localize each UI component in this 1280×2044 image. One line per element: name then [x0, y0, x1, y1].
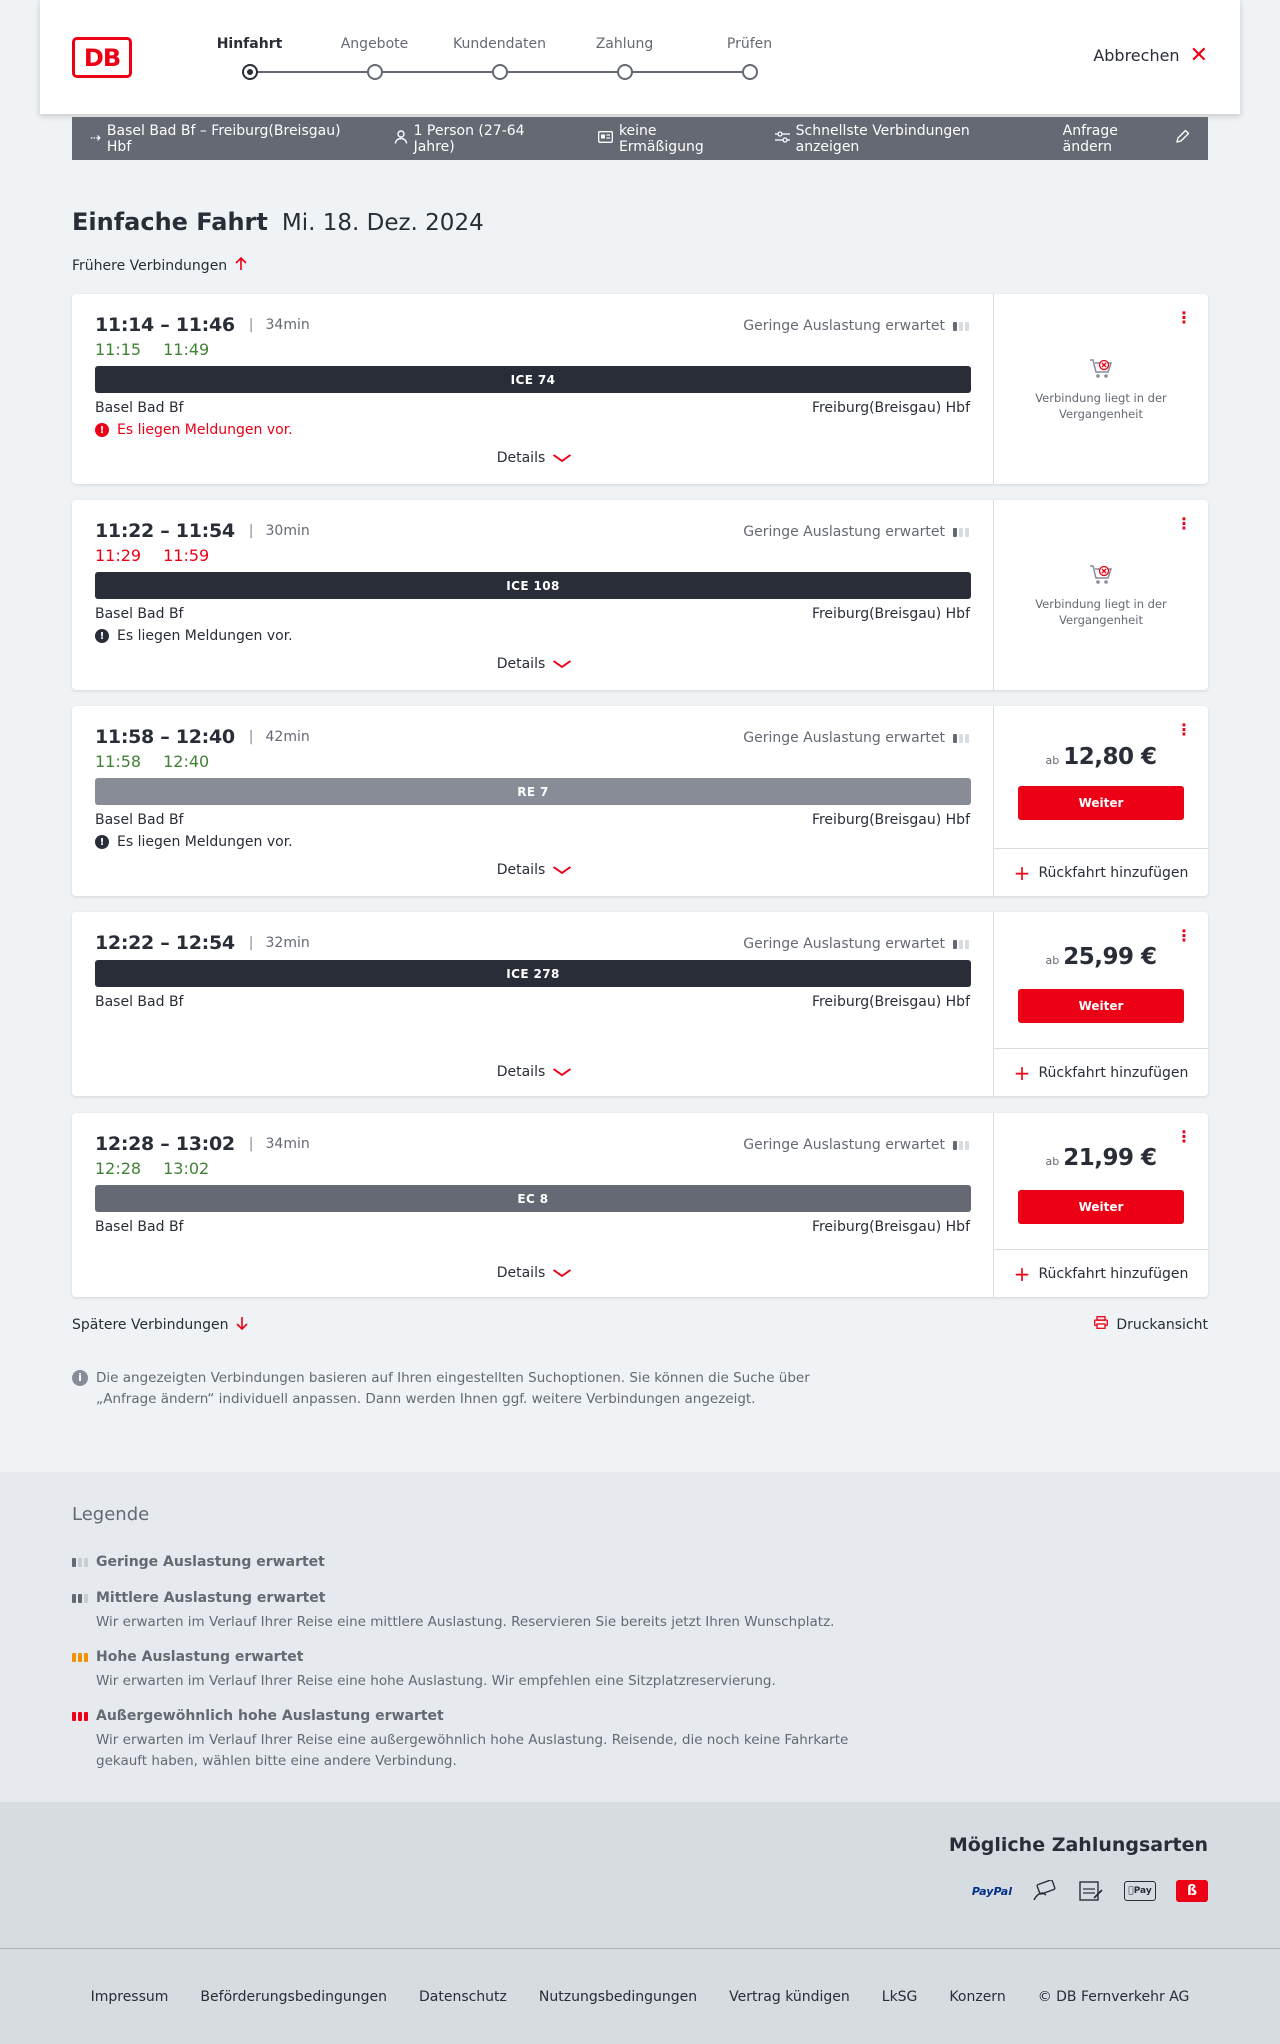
add-return-button[interactable] — [994, 1249, 1208, 1297]
connection-times — [95, 1133, 310, 1155]
continue-button[interactable]: Weiter — [1018, 786, 1184, 820]
scheduled-times: 12:28 – 13:02 — [95, 1133, 235, 1155]
step-dot-icon — [367, 64, 383, 80]
legend-section — [0, 1472, 1280, 1802]
occupancy-low-icon — [953, 940, 969, 949]
occupancy-info[interactable] — [743, 318, 969, 334]
scheduled-times: 11:22 – 11:54 — [95, 520, 235, 542]
past-text: Verbindung liegt in der Vergangenheit — [1035, 597, 1167, 627]
realtime-departure: 11:58 — [95, 752, 142, 771]
payment-icons — [972, 1880, 1208, 1902]
origin-station: Basel Bad Bf — [95, 400, 184, 416]
past-connection-notice — [994, 562, 1208, 628]
connection-times — [95, 932, 310, 954]
chevron-down-icon — [552, 450, 572, 466]
credit-card-hand-icon — [1032, 1880, 1058, 1902]
offer-panel — [994, 912, 1208, 1096]
footer-link-lksg[interactable]: LkSG — [881, 1988, 918, 2005]
scheduled-times: 11:58 – 12:40 — [95, 726, 235, 748]
connection-times — [95, 726, 310, 748]
occupancy-info[interactable] — [743, 1137, 969, 1153]
connection-times — [95, 520, 310, 542]
occupancy-info[interactable] — [743, 936, 969, 952]
price-amount: 12,80 € — [1063, 744, 1157, 770]
step-dot-icon — [492, 64, 508, 80]
fastest-connections-toggle[interactable] — [775, 123, 1029, 155]
search-info-note — [72, 1368, 852, 1410]
plus-icon: + — [1013, 860, 1031, 885]
occupancy-text: Geringe Auslastung erwartet — [743, 524, 945, 540]
offer-panel — [994, 1113, 1208, 1297]
discount-summary — [598, 123, 741, 155]
exclamation-icon: ! — [95, 629, 109, 643]
add-return-button[interactable] — [994, 1048, 1208, 1096]
plus-icon: + — [1013, 1060, 1031, 1085]
occupancy-low-icon — [953, 322, 969, 331]
filter-sliders-icon — [775, 131, 790, 147]
add-return-label: Rückfahrt hinzufügen — [1038, 1265, 1189, 1282]
details-label: Details — [496, 1265, 546, 1281]
destination-station: Freiburg(Breisgau) Hbf — [811, 606, 970, 622]
legend-item — [72, 1708, 872, 1772]
realtime-times — [95, 546, 209, 565]
pencil-icon — [1175, 129, 1190, 148]
details-label: Details — [496, 656, 546, 672]
occupancy-low-icon — [72, 1558, 88, 1567]
price-amount: 25,99 € — [1063, 944, 1157, 970]
step-hinfahrt[interactable] — [187, 34, 312, 80]
train-bar[interactable]: ICE 278 — [95, 960, 971, 987]
apple-pay-icon: Pay — [1124, 1881, 1156, 1901]
printer-icon — [1094, 1316, 1108, 1333]
separator: | — [248, 935, 254, 951]
footer-link-befoerderungsbedingungen[interactable]: Beförderungsbedingungen — [200, 1988, 387, 2005]
legend-item-title: Mittlere Auslastung erwartet — [96, 1590, 326, 1606]
chevron-down-icon — [552, 862, 572, 878]
info-text: Die angezeigten Verbindungen basieren auf Ihren eingestellten Suchoptionen. Sie können die Suche über „Anfrage ändern“ individuell anpassen. Dann werden Ihnen ggf. weitere Verbindungen angezeigt. — [96, 1370, 810, 1407]
search-summary-bar — [72, 117, 1208, 160]
add-return-label: Rückfahrt hinzufügen — [1038, 864, 1189, 881]
separator: | — [248, 729, 254, 745]
occupancy-high-icon — [72, 1653, 88, 1662]
more-options-icon[interactable]: ⋮ — [1176, 720, 1192, 739]
step-label: Angebote — [340, 36, 409, 52]
continue-button[interactable]: Weiter — [1018, 1190, 1184, 1224]
legend-item-title: Geringe Auslastung erwartet — [96, 1554, 325, 1570]
exclamation-icon: ! — [95, 423, 109, 437]
trip-date: Mi. 18. Dez. 2024 — [281, 210, 484, 236]
chevron-down-icon — [552, 1064, 572, 1080]
arrow-up-icon — [235, 256, 247, 275]
origin-station: Basel Bad Bf — [95, 1219, 184, 1235]
occupancy-text: Geringe Auslastung erwartet — [743, 318, 945, 334]
realtime-arrival: 13:02 — [163, 1159, 210, 1178]
realtime-times — [95, 340, 209, 359]
cart-disabled-icon — [994, 356, 1208, 382]
connection-main[interactable] — [72, 1113, 994, 1297]
route-summary — [90, 123, 360, 155]
step-dot-icon — [617, 64, 633, 80]
destination-station: Freiburg(Breisgau) Hbf — [811, 400, 970, 416]
train-bar[interactable]: EC 8 — [95, 1185, 971, 1212]
realtime-arrival: 11:49 — [163, 340, 210, 359]
offer-panel — [994, 500, 1208, 690]
more-options-icon[interactable]: ⋮ — [1176, 308, 1192, 327]
legend-item — [72, 1554, 872, 1570]
page-title — [72, 208, 484, 236]
occupancy-low-icon — [953, 734, 969, 743]
header — [40, 0, 1240, 114]
footer-link-nutzungsbedingungen[interactable]: Nutzungsbedingungen — [538, 1988, 698, 2005]
realtime-times — [95, 1159, 209, 1178]
step-angebote — [312, 34, 437, 80]
plus-icon: + — [1013, 1261, 1031, 1286]
print-label: Druckansicht — [1116, 1316, 1208, 1333]
price — [994, 944, 1208, 970]
details-toggle[interactable] — [72, 1265, 994, 1281]
legend-item-description: Wir erwarten im Verlauf Ihrer Reise eine außergewöhnlich hohe Auslastung. Reisende, die noch keine Fahrkarte gekauft haben, wählen bitte eine andere Verbindung. — [96, 1732, 849, 1769]
later-label: Spätere Verbindungen — [72, 1317, 229, 1333]
duration: 34min — [265, 317, 310, 333]
trip-type-title: Einfache Fahrt — [72, 208, 268, 236]
legend-item-title: Außergewöhnlich hohe Auslastung erwartet — [96, 1708, 444, 1724]
connection-times — [95, 314, 310, 336]
connection-card — [72, 500, 1208, 690]
connection-main[interactable] — [72, 500, 994, 690]
later-connections-link[interactable] — [72, 1316, 248, 1334]
legend-item — [72, 1649, 872, 1692]
separator: | — [248, 317, 254, 333]
scheduled-times: 12:22 – 12:54 — [95, 932, 235, 954]
separator: | — [248, 523, 254, 539]
offer-panel — [994, 706, 1208, 896]
route-text: Basel Bad Bf – Freiburg(Breisgau) Hbf — [106, 122, 341, 155]
payment-title: Mögliche Zahlungsarten — [948, 1834, 1208, 1856]
db-logo[interactable]: DB — [72, 37, 132, 78]
details-toggle[interactable] — [72, 656, 994, 672]
occupancy-low-icon — [953, 528, 969, 537]
details-label: Details — [496, 862, 546, 878]
step-dot-active-icon — [242, 64, 258, 80]
legend-item-description: Wir erwarten im Verlauf Ihrer Reise eine hohe Auslastung. Wir empfehlen eine Sitzplatzreservierung. — [96, 1673, 776, 1689]
price — [994, 744, 1208, 770]
occupancy-text: Geringe Auslastung erwartet — [743, 1137, 945, 1153]
details-toggle[interactable] — [72, 1064, 994, 1080]
connection-main[interactable] — [72, 912, 994, 1096]
duration: 30min — [265, 523, 310, 539]
destination-station: Freiburg(Breisgau) Hbf — [811, 1219, 970, 1235]
add-return-button[interactable] — [994, 848, 1208, 896]
passenger-summary — [394, 123, 564, 155]
person-icon — [394, 130, 408, 148]
occupancy-text: Geringe Auslastung erwartet — [743, 730, 945, 746]
message-text: Es liegen Meldungen vor. — [117, 422, 293, 438]
destination-station: Freiburg(Breisgau) Hbf — [811, 994, 970, 1010]
legend-item-description: Wir erwarten im Verlauf Ihrer Reise eine mittlere Auslastung. Reservieren Sie bereits jetzt Ihren Wunschplatz. — [96, 1614, 835, 1630]
origin-station: Basel Bad Bf — [95, 812, 184, 828]
connection-main[interactable] — [72, 294, 994, 484]
passenger-text: 1 Person (27-64 Jahre) — [413, 122, 525, 155]
details-toggle[interactable] — [72, 450, 994, 466]
close-icon: ✕ — [1189, 42, 1208, 68]
step-label: Hinfahrt — [216, 36, 283, 52]
step-label: Kundendaten — [452, 36, 547, 52]
cancel-button[interactable] — [1093, 42, 1208, 68]
occupancy-text: Geringe Auslastung erwartet — [743, 936, 945, 952]
step-zahlung — [562, 34, 687, 80]
origin-station: Basel Bad Bf — [95, 606, 184, 622]
offer-panel — [994, 294, 1208, 484]
step-label: Prüfen — [726, 36, 773, 52]
paypal-icon: PayPal — [971, 1884, 1012, 1898]
add-return-label: Rückfahrt hinzufügen — [1038, 1064, 1189, 1081]
realtime-arrival: 11:59 — [163, 546, 210, 565]
occupancy-info[interactable] — [743, 524, 969, 540]
payment-methods-section — [0, 1802, 1280, 1948]
message-notice[interactable] — [95, 422, 293, 438]
continue-button[interactable]: Weiter — [1018, 989, 1184, 1023]
connection-card — [72, 912, 1208, 1096]
legend-item-title: Hohe Auslastung erwartet — [96, 1649, 304, 1665]
more-options-icon[interactable]: ⋮ — [1176, 1127, 1192, 1146]
cart-disabled-icon — [994, 562, 1208, 588]
origin-station: Basel Bad Bf — [95, 994, 184, 1010]
occupancy-medium-icon — [72, 1594, 88, 1603]
more-options-icon[interactable]: ⋮ — [1176, 926, 1192, 945]
exclamation-icon: ! — [95, 835, 109, 849]
discount-text: keine Ermäßigung — [618, 122, 704, 155]
price-prefix: ab — [1045, 1155, 1060, 1168]
chevron-down-icon — [552, 656, 572, 672]
chevron-down-icon — [552, 1265, 572, 1281]
sepa-icon — [1078, 1880, 1104, 1902]
footer-link-datenschutz[interactable]: Datenschutz — [418, 1988, 507, 2005]
train-bar[interactable]: ICE 74 — [95, 366, 971, 393]
price-amount: 21,99 € — [1063, 1145, 1157, 1171]
realtime-departure: 12:28 — [95, 1159, 142, 1178]
step-kundendaten — [437, 34, 562, 80]
scheduled-times: 11:14 – 11:46 — [95, 314, 235, 336]
earlier-label: Frühere Verbindungen — [72, 257, 228, 274]
edit-request-button[interactable] — [1063, 123, 1190, 155]
connection-card — [72, 294, 1208, 484]
occupancy-low-icon — [953, 1141, 969, 1150]
details-label: Details — [496, 450, 546, 466]
price-prefix: ab — [1045, 954, 1060, 967]
cancel-label: Abbrechen — [1093, 46, 1180, 65]
step-dot-icon — [742, 64, 758, 80]
print-view-link[interactable] — [1094, 1316, 1208, 1333]
connection-card — [72, 706, 1208, 896]
connection-card — [72, 1113, 1208, 1297]
db-pay-icon: ß — [1176, 1880, 1208, 1902]
details-label: Details — [496, 1064, 546, 1080]
destination-station: Freiburg(Breisgau) Hbf — [811, 812, 970, 828]
train-bar[interactable]: ICE 108 — [95, 572, 971, 599]
realtime-arrival: 12:40 — [163, 752, 210, 771]
card-icon — [598, 131, 613, 147]
step-label: Zahlung — [595, 36, 654, 52]
more-options-icon[interactable]: ⋮ — [1176, 514, 1192, 533]
arrow-down-icon — [236, 1316, 248, 1334]
route-arrow-icon: ⇢ — [90, 131, 101, 146]
footer-link-vertrag-kuendigen[interactable]: Vertrag kündigen — [729, 1988, 850, 2005]
separator: | — [248, 1136, 254, 1152]
occupancy-info[interactable] — [743, 730, 969, 746]
message-notice[interactable] — [95, 834, 293, 850]
duration: 42min — [265, 729, 310, 745]
info-icon: i — [72, 1370, 88, 1386]
realtime-times — [95, 752, 209, 771]
details-toggle[interactable] — [72, 862, 994, 878]
legend-title: Legende — [72, 1504, 150, 1525]
footer-copyright: © DB Fernverkehr AG — [1037, 1988, 1190, 2005]
progress-steps — [170, 34, 773, 84]
fastest-text: Schnellste Verbindungen anzeigen — [795, 122, 970, 155]
message-text: Es liegen Meldungen vor. — [117, 834, 293, 850]
duration: 34min — [265, 1136, 310, 1152]
message-notice[interactable] — [95, 628, 293, 644]
footer-link-impressum[interactable]: Impressum — [90, 1988, 169, 2005]
step-pruefen — [687, 34, 812, 80]
duration: 32min — [265, 935, 310, 951]
footer-link-konzern[interactable]: Konzern — [949, 1988, 1006, 2005]
train-bar[interactable]: RE 7 — [95, 778, 971, 805]
legend-item — [72, 1590, 872, 1633]
price — [994, 1145, 1208, 1171]
footer — [0, 1948, 1280, 2044]
realtime-departure: 11:15 — [95, 340, 142, 359]
connection-main[interactable] — [72, 706, 994, 896]
price-prefix: ab — [1045, 754, 1060, 767]
occupancy-exceptional-icon — [72, 1712, 88, 1721]
past-text: Verbindung liegt in der Vergangenheit — [1035, 391, 1167, 421]
past-connection-notice — [994, 356, 1208, 422]
message-text: Es liegen Meldungen vor. — [117, 628, 293, 644]
realtime-departure: 11:29 — [95, 546, 142, 565]
edit-request-label: Anfrage ändern — [1062, 122, 1118, 155]
earlier-connections-link[interactable] — [72, 256, 247, 275]
